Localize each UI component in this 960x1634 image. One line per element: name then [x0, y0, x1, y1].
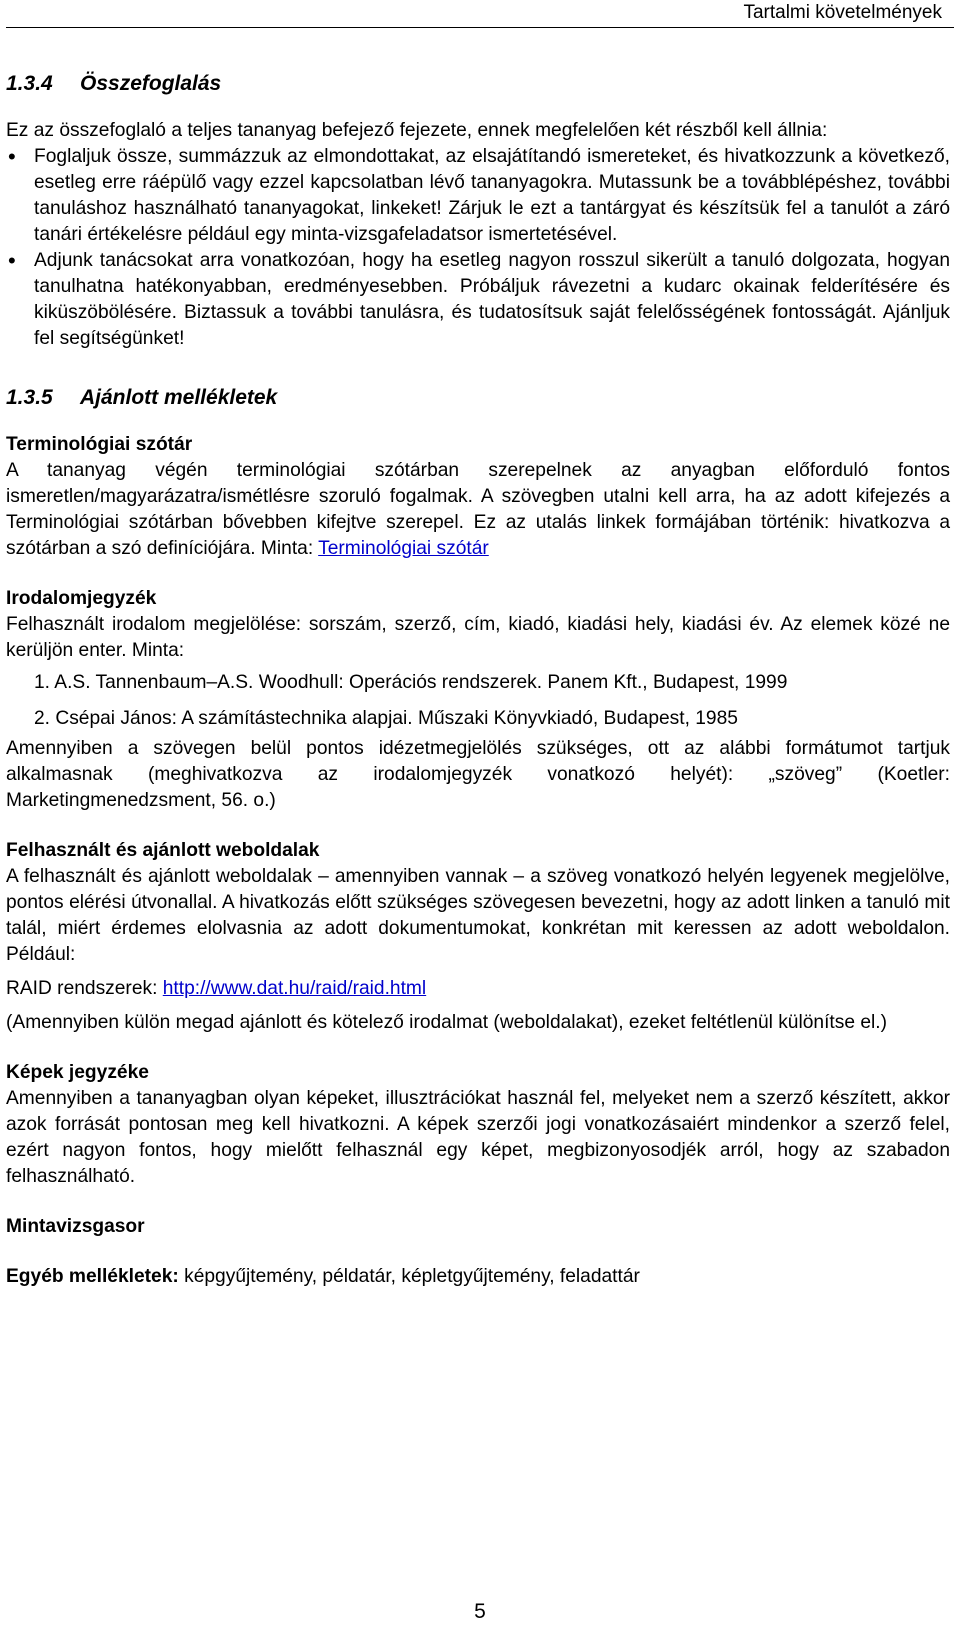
summary-bullet-1: • Foglaljuk össze, summázzuk az elmondottakat, az elsajátítandó ismereteket, és hivatkozzunk a következő, esetleg erre ráépülő vagy ezzel kapcsolatban lévő tananyagokra. Mutassunk be a továbblépéshez, további tanuláshoz használható tananyagokat, linkeket! Zárjuk le ezt a tantárgyat és készítsük fel a tanulót a záró tanári értékelésre például egy minta-vizsgafeladatsor ismertetésével. — [6, 144, 950, 248]
page-content — [6, 70, 950, 1290]
bibliography-text: Felhasznált irodalom megjelölése: sorszám, szerző, cím, kiadó, kiadási hely, kiadási év. Az elemek közé ne kerüljön enter. Minta: — [6, 614, 950, 661]
section-title: Ajánlott mellékletek — [80, 386, 278, 409]
section-number: 1.3.5 — [6, 386, 53, 409]
websites-note: (Amennyiben külön megad ajánlott és kötelező irodalmat (weboldalakat), ezeket feltétlenül különítse el.) — [6, 1012, 887, 1033]
bibliography-note: Amennyiben a szövegen belül pontos idézetmegjelölés szükséges, ott az alábbi formátumot tartjuk alkalmasnak (meghivatkozva az irodalomjegyzék vonatkozó helyét): „szöveg” (Koetler: Marketingmenedzsment, 56. o.) — [6, 738, 950, 811]
websites-text: A felhasznált és ajánlott weboldalak – amennyiben vannak – a szöveg vonatkozó helyén legyenek megjelölve, pontos elérési útvonallal. A hivatkozás előtt szükséges szövegesen bevezetni, hogy az adott linken a tanuló mit talál, miért érdemes elolvasnia az adott dokumentumokat, konkrétan mit keressen az adott weboldalon. Például: — [6, 866, 950, 965]
websites-heading: Felhasznált és ajánlott weboldalak — [6, 840, 320, 861]
terminology-body: A tananyag végén terminológiai szótárban szerepelnek az anyagban előforduló fontos ismeretlen/magyarázatra/ismétlésre szoruló fogalmak. A szövegben utalni kell arra, ha az adott kifejezés a Terminológiai szótárban bővebben kifejtve szerepel. Ez az utalás linkek formájában történik: hivatkozva a szótárban a szó definíciójára. Minta: — [6, 460, 950, 559]
websites-example-label: RAID rendszerek: — [6, 978, 163, 999]
terminology-text — [6, 458, 950, 562]
summary-bullet-list — [6, 144, 950, 352]
other-attachments-text: képgyűjtemény, példatár, képletgyűjtemény, feladattár — [178, 1266, 640, 1287]
section-title: Összefoglalás — [80, 72, 222, 95]
page-number: 5 — [474, 1600, 486, 1623]
raid-link[interactable]: http://www.dat.hu/raid/raid.html — [162, 978, 427, 999]
section-number: 1.3.4 — [6, 72, 53, 95]
images-heading: Képek jegyzéke — [6, 1062, 149, 1083]
bibliography-heading: Irodalomjegyzék — [6, 588, 157, 609]
sample-exam-heading: Mintavizsgasor — [6, 1216, 145, 1237]
running-header — [6, 0, 954, 28]
section-1-3-4-heading — [6, 72, 950, 96]
websites-example — [6, 976, 950, 1002]
bibliography-item-2: 2. Csépai János: A számítástechnika alapjai. Műszaki Könyvkiadó, Budapest, 1985 — [34, 708, 738, 729]
running-header-title: Tartalmi követelmények — [743, 2, 942, 23]
summary-intro: Ez az összefoglaló a teljes tananyag befejező fejezete, ennek megfelelően két részből kell állnia: — [6, 120, 828, 141]
summary-bullet-2: • Adjunk tanácsokat arra vonatkozóan, hogy ha esetleg nagyon rosszul sikerült a tanuló dolgozata, hogyan tanulhatna hatékonyabban, eredményesebben. Próbáljuk rávezetni a kudarc okainak felderítésére és kiküszöbölésére. Biztassuk a további tanulásra, és tudatosítsuk saját felelősségének fontosságát. Ajánljuk fel segítségünket! — [6, 248, 950, 352]
images-text: Amennyiben a tananyagban olyan képeket, illusztrációkat használ fel, melyeket nem a szerző készített, akkor azok forrását pontosan meg kell hivatkozni. A képek szerzői jogi vonatkozásaiért mindenkor a szerző felel, ezért nagyon fontos, hogy mielőtt felhasznál egy képet, megbizonyosodjék arról, hogy az szabadon felhasználható. — [6, 1088, 950, 1187]
section-1-3-5-heading — [6, 386, 950, 410]
other-attachments — [6, 1264, 950, 1290]
terminology-heading: Terminológiai szótár — [6, 434, 193, 455]
other-attachments-label: Egyéb mellékletek: — [6, 1266, 179, 1287]
bibliography-item-1: 1. A.S. Tannenbaum–A.S. Woodhull: Operációs rendszerek. Panem Kft., Budapest, 1999 — [34, 672, 788, 693]
terminology-link[interactable]: Terminológiai szótár — [318, 538, 489, 559]
